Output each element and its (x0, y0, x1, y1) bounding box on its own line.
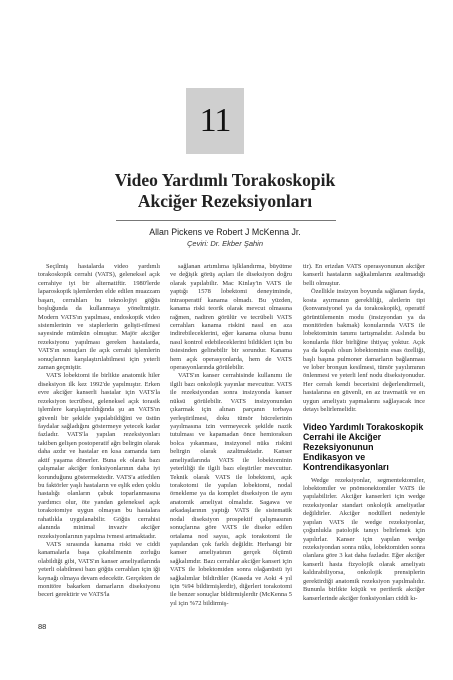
translator: Çeviri: Dr. Ekber Şahin (187, 239, 263, 248)
chapter-number-box (186, 88, 244, 154)
paragraph: tir). En erizdan VATS operasyonunun akciğer kanserli hastaların sağkalımlarını azaltmadığı belli olmuştur. (303, 263, 425, 287)
chapter-title-line1: Video Yardımlı Torakoskopik (114, 170, 336, 190)
paragraph: sağlanan artımlıma işlklandırma, büyütme ve değişik görüş açıları ile diseksiyon doğru olarak yapılabilir. Mac Kinlay'in VATS ile yaptığı 1578 lobektomi deneyiminde, intraoperatif kanama olmadı. Bu yüzden, kanama riski teorik olarak mevcut olmasına rağmen, nadiren görülür ve tecrübeli VATS cerrahları kanama riskini nasıl en aza indirebileceklerini, eğer kanama olursa bunu nasıl kontrol edebileceklerini bildikleri için bu üstesinden gelinebilir bir sorundur. Kanama hem açık operasyonlarda, hem de VATS operasyonlarında görülebilir. (170, 263, 292, 372)
title-divider (116, 220, 336, 221)
text-column-3 (303, 263, 425, 603)
chapter-title-line2: Akciğer Rezeksiyonları (137, 191, 313, 211)
paragraph: Seçilmiş hastalarda video yardımlı torakoskopik cerrahi (VATS), geleneksel açık cerrahiye iyi bir alternatiftir. 1980'lerde laparoskopik işlemlerden elde edilen muazzam başarı, cerrahları bu teknolojiyi göğüs boşluğunda da kullanmaya yöneltmiştir. Modern VATS'ın yapılması, endoskopik video sistemlerinin ve staplerlerin gelişti-rilmesi sayesinde mümkün olmuştur. Majör akciğer rezeksiyonu yapılması gereken hastalarda, VATS'ın sonuçları ile açık cerrahi işlemlerin sonuçlarının karşılaştırılabilmesi için yeterli zaman geçmiştir. (38, 263, 160, 372)
chapter-number: 11 (199, 102, 231, 139)
paragraph: VATS sırasında kanama riski ve ciddi kanamalarla başa çıkabilmenin zorluğu olabildiği gibi, VATS'ın kanser ameliyatlarında yeterli olabilmesi bazı göğüs cerrahları için iği kaynağı olmaya devam edecektir. Gerçekten de monitöre bakarken damarların diseksiyonu beceri gerektirir ve VATS'la (38, 540, 160, 599)
paragraph: VATS lobektomi ile birlikte anatomik hiler diseksiyon ilk kez 1992'de yapılmıştır. Erken evre akciğer kanserli hastalar için VATS'la rezeksiyon tecrübesi, geleneksel açık torasik işlemlere karşılaştırıldığında şu an VATS'ın güvenli bir şekilde yapılabildiğini ve üstün faydalar sağladığını göstermeye yetecek kadar fazladır. VATS'la yapılan rezeksiyonları takiben gelişen postoperatif ağrı belirgin olarak daha azdır ve hastalar en kısa zamanda tam aktif yaşama dönerler. Buna ek olarak bazı çalışmalar akciğer fonksiyonlarının daha iyi korunduğunu göstermektedir. VATS'a atfedilen bu faktörler yaşlı hastaların ve eşlik eden çoklu hastalığı olanların çabuk toparlanmasına yardımcı olur, öte yandan geleneksel açık torakotomiye uygun olmayan bu hastalara rahatlıkla uygulanabilir. Göğüs cerrahisi alanında minimal invaziv akciğer rezeksiyonlarının yapılma ivmesi artmaktadır. (38, 372, 160, 540)
text-column-1 (38, 263, 160, 600)
paragraph: Özellikle insizyon boyunda sağlanan fayda, kosta ayırmanın gerekliliği, aletlerin tipi (konvansiyonel ya da torakoskopik), operatif görüntülemenin modu (insizyondan ya da monitörden bakmak) konularında VATS ile lobektominin tanımı tartışmalıdır. Aslında bu konularda fikir birliğine ihtiyaç yoktur. Açık ya da kapalı olsun lobektominin esas özelliği, başlı başına pulmoner damarların bağlanması ve lober bronşun kesilmesi, tümör yayılımının önlenmesi ve yeterli lenf nodu diseksiyonudur. Her cerrah kendi becerisini değerlendirmeli, hastalarına en güvenli, en az travmatik ve en uygun ameliyatı yapmalarını sağlayacak ince detayı belirlemelidir. (303, 288, 425, 414)
paragraph: Wedge rezeksiyonlar, segmentektomiler, lobektomiler ve pnömonektomiler VATS ile yapılabilirler. Akciğer kanserleri için wedge rezeksiyonlar standart onkolojik ameliyatlar değildirler. Akciğer nodülleri nedeniyle yapılan VATS ile wedge rezeksiyonlar, çoğunlukla patolojik tanıyı belirlemek için yapılırlar. Kanser için yapılan wedge rezeksiyondan sonra nüks, lobektomiden sonra olanlara göre 3 kat daha fazladır. Eğer akciğer kanserli hasta fizyolojik olarak ameliyatı kaldırabiliyorsa, onkolojik prensiplerin gerektirdiği anatomik rezeksiyon yapılmalıdır. Bununla birlikte küçük ve periferik akciğer kanserlerinde akciğer fonksiyonları ciddi kı- (303, 476, 425, 602)
authors: Allan Pickens ve Robert J McKenna Jr. (149, 227, 301, 237)
section-heading: Video Yardımlı Torakoskopik Cerrahi ile Akciğer Rezeksiyonunun Endikasyon ve Kontrendikasyonları (303, 421, 424, 473)
paragraph: VATS'ın kanser cerrahisinde kullanımı ile ilgili bazı onkolojik yayınlar mevcuttur. VATS ile rezeksiyondan sonra insizyonda kanser nüksü görülebilir. VATS insizyonundan çıkarmak için alınan parçanın torbaya yerleştirilmesi, doku tümör hücrelerinin yayılmasına izin vermeyecek şekilde nazik tutulması ve kapamadan önce hemioraksın bolca yıkanması, insizyonel nüks riskini belirgin olarak azaltmaktadır. Kanser ameliyatlarında VATS ile lobektominin yeterliliği ile ilgili bazı eleştiriler mevcuttur. Teknik olarak VATS ile lobektomi, açık torakotomi ile yapılan lobektomi, nodal örnekleme ya da komplet diseksiyon ile aynı anatomik ameliyat olmalıdır. Sagawa ve arkadaşlarının yaptığı VATS ile sistematik nodal diseksiyon prospektif çalışmasının sonuçlarına göre VATS ile diseke edilen ortalama nod sayısı, açık torakotomi ile yapılandan çok farklı değildir. Herhangi bir kanser ameliyatının gerçek ölçümü sağkalımdır. Bazı cerrahlar akciğer kanseri için VATS ile lobektomiden sonra olağanüstü iyi sağkalımlar bildirdiler (Kaseda ve Aoki 4 yıl için %94 bildirmişlerdir), diğerleri torakotomi ile benzer sonuçlar bildirmişlerdir (McKenna 5 yıl için %72 bildirmiş- (170, 372, 292, 607)
page-number: 88 (38, 622, 47, 631)
text-column-2 (170, 263, 292, 608)
